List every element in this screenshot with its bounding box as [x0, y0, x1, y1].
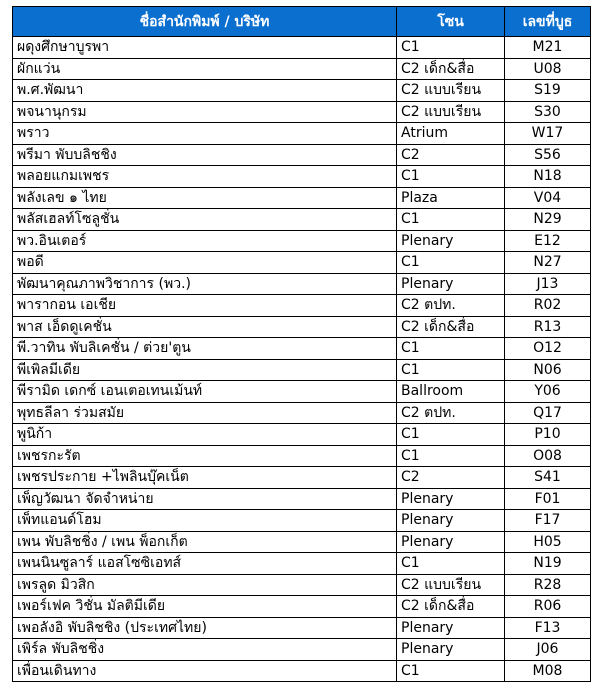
table-row: [13, 553, 591, 575]
zone-cell: C1: [397, 252, 505, 274]
table-row: [13, 230, 591, 252]
booth-number-cell: N06: [505, 359, 591, 381]
table-row: [13, 144, 591, 166]
table-row: [13, 187, 591, 209]
zone-cell: C1: [397, 660, 505, 682]
booth-number-cell: V04: [505, 187, 591, 209]
zone-cell: C2 แบบเรียน: [397, 101, 505, 123]
booth-number-cell: H05: [505, 531, 591, 553]
publisher-name-cell: พว.อินเตอร์: [13, 230, 397, 252]
table-row: [13, 467, 591, 489]
table-row: [13, 510, 591, 532]
publisher-name-cell: พารากอน เอเชีย: [13, 295, 397, 317]
publisher-name-cell: พัฒนาคุณภาพวิชาการ (พว.): [13, 273, 397, 295]
table-row: [13, 338, 591, 360]
booth-number-cell: M08: [505, 660, 591, 682]
table-row: [13, 101, 591, 123]
table-row: [13, 295, 591, 317]
zone-cell: C1: [397, 166, 505, 188]
exhibitor-table-container: [12, 6, 590, 682]
booth-number-cell: U08: [505, 58, 591, 80]
publisher-name-cell: พราว: [13, 123, 397, 145]
publisher-name-cell: เพ็ญวัฒนา จัดจำหน่าย: [13, 488, 397, 510]
booth-number-cell: O08: [505, 445, 591, 467]
booth-number-cell: F17: [505, 510, 591, 532]
publisher-name-cell: พาส เอ็ดดูเคชั่น: [13, 316, 397, 338]
publisher-name-cell: เพชรประกาย +ไพลินบุ๊คเน็ต: [13, 467, 397, 489]
zone-cell: Plenary: [397, 531, 505, 553]
publisher-name-cell: ผดุงศึกษาบูรพา: [13, 37, 397, 59]
table-row: [13, 316, 591, 338]
booth-number-cell: S19: [505, 80, 591, 102]
publisher-name-cell: เพอลังอิ พับลิชชิง (ประเทศไทย): [13, 617, 397, 639]
zone-cell: C1: [397, 359, 505, 381]
publisher-name-cell: เพอร์เฟค วิชั่น มัลติมีเดีย: [13, 596, 397, 618]
table-row: [13, 359, 591, 381]
booth-number-cell: F13: [505, 617, 591, 639]
booth-number-cell: N18: [505, 166, 591, 188]
booth-number-cell: N29: [505, 209, 591, 231]
publisher-name-cell: เพชรกะรัต: [13, 445, 397, 467]
zone-cell: C1: [397, 338, 505, 360]
zone-cell: C2 เด็ก&สื่อ: [397, 596, 505, 618]
table-row: [13, 445, 591, 467]
booth-number-cell: P10: [505, 424, 591, 446]
zone-cell: C1: [397, 37, 505, 59]
zone-cell: Plenary: [397, 617, 505, 639]
publisher-name-cell: พอดี: [13, 252, 397, 274]
table-row: [13, 402, 591, 424]
booth-number-cell: S30: [505, 101, 591, 123]
table-body: [13, 37, 591, 682]
publisher-name-cell: พีเพิลมีเดีย: [13, 359, 397, 381]
zone-cell: Plenary: [397, 273, 505, 295]
zone-cell: C2 แบบเรียน: [397, 574, 505, 596]
zone-cell: Plenary: [397, 639, 505, 661]
publisher-name-cell: เพน พับลิชชิ่ง / เพน พ็อกเก็ต: [13, 531, 397, 553]
zone-cell: C1: [397, 553, 505, 575]
zone-cell: Ballroom: [397, 381, 505, 403]
booth-number-cell: Y06: [505, 381, 591, 403]
booth-number-cell: R06: [505, 596, 591, 618]
exhibitor-table: [12, 6, 591, 682]
table-row: [13, 80, 591, 102]
table-row: [13, 596, 591, 618]
zone-cell: C2 เด็ก&สื่อ: [397, 316, 505, 338]
booth-number-cell: J06: [505, 639, 591, 661]
booth-number-cell: R28: [505, 574, 591, 596]
publisher-name-cell: เพรลูด มิวสิก: [13, 574, 397, 596]
table-row: [13, 123, 591, 145]
table-row: [13, 37, 591, 59]
zone-cell: C2 ตปท.: [397, 295, 505, 317]
publisher-name-cell: พจนานุกรม: [13, 101, 397, 123]
publisher-name-cell: พรีมา พับบลิชชิง: [13, 144, 397, 166]
zone-cell: C2 ตปท.: [397, 402, 505, 424]
table-row: [13, 424, 591, 446]
table-row: [13, 660, 591, 682]
table-row: [13, 639, 591, 661]
booth-number-cell: S56: [505, 144, 591, 166]
publisher-name-cell: เพื่อนเดินทาง: [13, 660, 397, 682]
booth-number-cell: F01: [505, 488, 591, 510]
table-header-row: [13, 7, 591, 37]
table-row: [13, 617, 591, 639]
booth-number-cell: R13: [505, 316, 591, 338]
header-zone: โซน: [397, 7, 505, 37]
booth-number-cell: M21: [505, 37, 591, 59]
publisher-name-cell: พลัสเฮลท์โซลูชั่น: [13, 209, 397, 231]
zone-cell: C2: [397, 144, 505, 166]
table-row: [13, 488, 591, 510]
booth-number-cell: O12: [505, 338, 591, 360]
booth-number-cell: N27: [505, 252, 591, 274]
table-row: [13, 252, 591, 274]
table-row: [13, 166, 591, 188]
table-row: [13, 531, 591, 553]
table-row: [13, 58, 591, 80]
table-row: [13, 574, 591, 596]
publisher-name-cell: พีรามิด เดกซ์ เอนเตอเทนเม้นท์: [13, 381, 397, 403]
zone-cell: C2 เด็ก&สื่อ: [397, 58, 505, 80]
table-row: [13, 209, 591, 231]
publisher-name-cell: เพ็ทแอนด์โฮม: [13, 510, 397, 532]
publisher-name-cell: พ.ศ.พัฒนา: [13, 80, 397, 102]
zone-cell: Atrium: [397, 123, 505, 145]
publisher-name-cell: พี.วาทิน พับลิเคชั่น / ต่วย'ตูน: [13, 338, 397, 360]
table-row: [13, 381, 591, 403]
publisher-name-cell: พูนิก้า: [13, 424, 397, 446]
booth-number-cell: Q17: [505, 402, 591, 424]
publisher-name-cell: ผักแว่น: [13, 58, 397, 80]
zone-cell: Plenary: [397, 510, 505, 532]
booth-number-cell: E12: [505, 230, 591, 252]
publisher-name-cell: เพนนินซูลาร์ แอสโซซิเอทส์: [13, 553, 397, 575]
header-booth-number: เลขที่บูธ: [505, 7, 591, 37]
zone-cell: C2: [397, 467, 505, 489]
publisher-name-cell: เพิร์ล พับลิชชิ่ง: [13, 639, 397, 661]
zone-cell: C2 แบบเรียน: [397, 80, 505, 102]
booth-number-cell: W17: [505, 123, 591, 145]
publisher-name-cell: พุทธลีลา ร่วมสมัย: [13, 402, 397, 424]
publisher-name-cell: พลอยแกมเพชร: [13, 166, 397, 188]
table-row: [13, 273, 591, 295]
zone-cell: Plenary: [397, 230, 505, 252]
publisher-name-cell: พลังเลข ๑ ไทย: [13, 187, 397, 209]
zone-cell: C1: [397, 209, 505, 231]
booth-number-cell: J13: [505, 273, 591, 295]
booth-number-cell: N19: [505, 553, 591, 575]
zone-cell: Plenary: [397, 488, 505, 510]
zone-cell: C1: [397, 445, 505, 467]
zone-cell: C1: [397, 424, 505, 446]
booth-number-cell: S41: [505, 467, 591, 489]
booth-number-cell: R02: [505, 295, 591, 317]
zone-cell: Plaza: [397, 187, 505, 209]
header-publisher-name: ชื่อสำนักพิมพ์ / บริษัท: [13, 7, 397, 37]
